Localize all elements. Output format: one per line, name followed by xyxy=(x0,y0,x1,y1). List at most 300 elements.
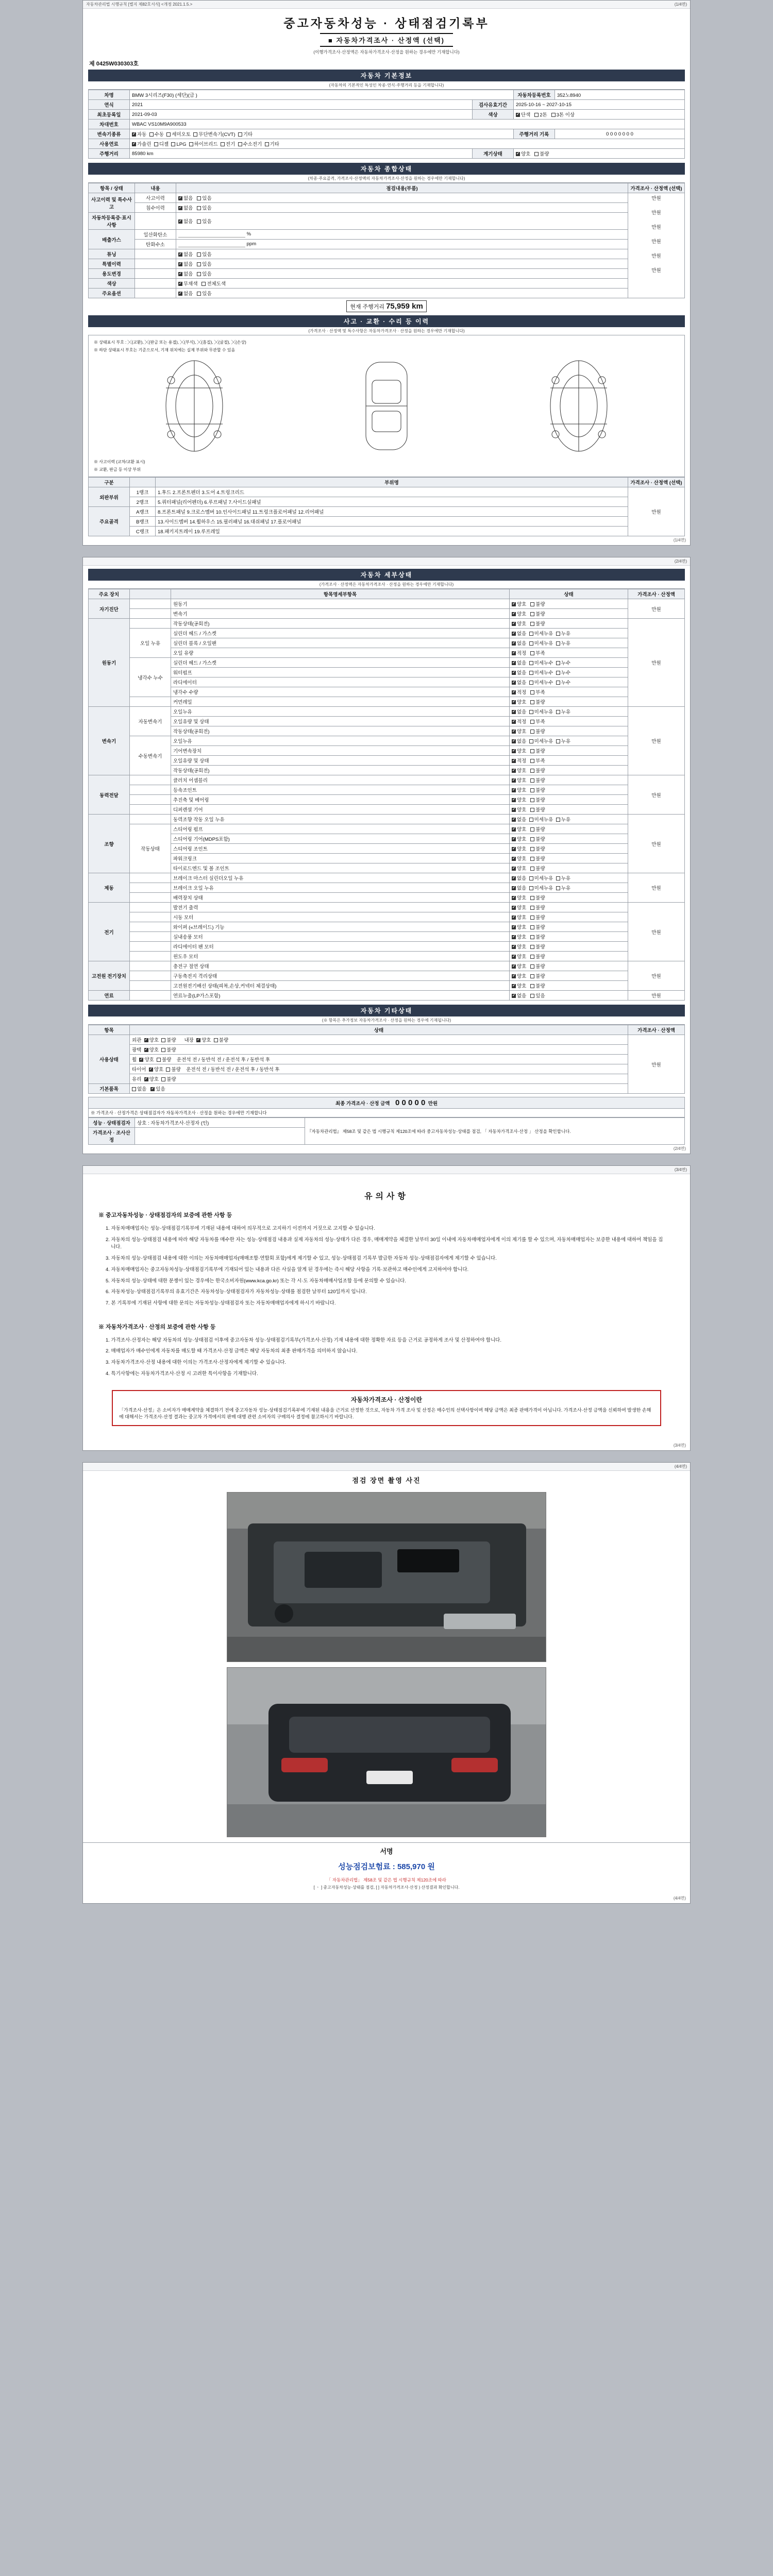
status-option-slight[interactable]: 미세누수 xyxy=(529,670,553,676)
status-option-slight[interactable]: 미세누수 xyxy=(529,660,553,666)
table-row xyxy=(89,863,685,873)
col-header-subitem xyxy=(130,589,171,599)
page-2 xyxy=(82,557,691,1154)
status-options[interactable] xyxy=(510,775,628,785)
parts-list-rankc: 18.패키지트레이 19.루프레일 xyxy=(156,527,628,536)
status-option-good[interactable]: ✔ 양호 xyxy=(512,729,526,735)
table-row xyxy=(89,213,685,230)
fuel-option-4[interactable]: 전기 xyxy=(221,142,235,147)
other-state-table xyxy=(88,1025,685,1094)
status-option-bad[interactable]: 불량 xyxy=(530,768,545,774)
table-row xyxy=(89,991,685,1001)
status-options[interactable] xyxy=(510,668,628,677)
status-options[interactable] xyxy=(510,805,628,815)
field-value-carname: BMW 3시리즈(F30) (세단)(급 ) xyxy=(130,90,514,100)
status-option-bad[interactable]: 불량 xyxy=(530,837,545,842)
status-option-good[interactable]: ✔ 양호 xyxy=(512,925,526,930)
status-option-bad[interactable]: 불량 xyxy=(530,915,545,921)
wheel-option-good[interactable]: ✔ 양호 xyxy=(139,1057,154,1063)
interior-option-good[interactable]: ✔ 양호 xyxy=(196,1038,211,1043)
field-value-vin: WBAC VS10M9A900533 xyxy=(130,120,685,129)
status-options[interactable] xyxy=(510,873,628,883)
status-option-good[interactable]: ✔ 양호 xyxy=(512,612,526,617)
table-header-row xyxy=(89,478,685,487)
status-option-slight[interactable]: 미세누유 xyxy=(529,886,553,891)
car-diagrams xyxy=(92,354,681,458)
fuel-option-6[interactable]: 기타 xyxy=(265,142,279,147)
diagram-note-2: ※ 하단 상태표시 부호는 기준으로서, 기재 위치에는 실제 부위와 무관할 수 있음 xyxy=(94,348,236,352)
footer-legal-red: 「 자동차관리법」 제58조 및 같은 법 시행규칙 제120조에 따라 xyxy=(327,1877,446,1883)
page-top-note-2 xyxy=(83,557,690,566)
status-option-bad[interactable]: 불량 xyxy=(530,807,545,813)
status-option-bad[interactable]: 불량 xyxy=(530,602,545,607)
field-label-mileage: 주행거리 xyxy=(89,149,130,159)
odometer-state-option-1[interactable]: 불량 xyxy=(534,151,549,157)
usage-glass-row[interactable] xyxy=(130,1074,628,1084)
status-option-good[interactable]: ✔ 양호 xyxy=(512,846,526,852)
special-option-yes[interactable]: 있음 xyxy=(197,262,211,267)
status-option-bad[interactable]: 불량 xyxy=(530,984,545,989)
major-options[interactable] xyxy=(176,289,628,298)
status-options[interactable] xyxy=(510,903,628,912)
current-mileage-value: 75,959 km xyxy=(386,302,423,311)
status-option-low[interactable]: 부족 xyxy=(530,651,545,656)
basic-items-row[interactable] xyxy=(130,1084,628,1094)
item-name: 냉각수 수량 xyxy=(171,687,510,697)
current-mileage-callout xyxy=(88,300,685,312)
color-options[interactable] xyxy=(513,110,684,120)
basic-info-table xyxy=(88,90,685,159)
table-row xyxy=(89,834,685,844)
section-other-state: 자동차 기타상태 xyxy=(88,1005,685,1016)
status-option-leak[interactable]: 누유 xyxy=(556,876,570,882)
registration-option-yes[interactable]: 있음 xyxy=(197,219,211,225)
status-option-bad[interactable]: 불량 xyxy=(530,778,545,784)
major-option-none[interactable]: ✔ 없음 xyxy=(178,291,193,297)
status-option-good[interactable]: ✔ 양호 xyxy=(512,621,526,627)
price-cell: 만원 xyxy=(651,253,661,259)
status-option-slight[interactable]: 미세누유 xyxy=(529,817,553,823)
status-options[interactable] xyxy=(510,961,628,971)
status-option-leak[interactable]: 누유 xyxy=(556,709,570,715)
status-options[interactable] xyxy=(510,824,628,834)
status-option-bad[interactable]: 불량 xyxy=(530,935,545,940)
status-options[interactable] xyxy=(510,756,628,766)
status-option-leak[interactable]: 누유 xyxy=(556,817,570,823)
col-header-other-price: 가격조사 · 산정액 xyxy=(628,1025,685,1035)
status-options[interactable] xyxy=(510,687,628,697)
status-option-low[interactable]: 부족 xyxy=(530,758,545,764)
field-label-carname: 차명 xyxy=(89,90,130,100)
exterior-option-bad[interactable]: 불량 xyxy=(161,1038,176,1043)
special-options[interactable] xyxy=(176,259,628,269)
item-name: 스티어링 조인트 xyxy=(171,844,510,854)
usechange-option-yes[interactable]: 있음 xyxy=(197,272,211,277)
color-state-option-0[interactable]: ✔ 무채색 xyxy=(178,281,198,287)
status-option-leak[interactable]: 누수 xyxy=(556,660,570,666)
odometer-state-options[interactable] xyxy=(513,149,684,159)
field-label-firstreg: 최초등록일 xyxy=(89,110,130,120)
status-options[interactable] xyxy=(510,648,628,658)
status-option-bad[interactable]: 불량 xyxy=(530,749,545,754)
color-option-0[interactable]: ✔ 단색 xyxy=(516,112,530,118)
status-option-good[interactable]: ✔ 양호 xyxy=(512,768,526,774)
status-option-none[interactable]: ✔ 없음 xyxy=(512,876,526,882)
usechange-options[interactable] xyxy=(176,269,628,279)
odometer-state-option-0[interactable]: ✔ 양호 xyxy=(516,151,530,157)
status-options[interactable] xyxy=(510,619,628,629)
basicitems-option-yes[interactable]: ✔ 있음 xyxy=(150,1087,165,1092)
usage-wheel-row[interactable] xyxy=(130,1055,628,1064)
special-option-none[interactable]: ✔ 없음 xyxy=(178,262,193,267)
status-options[interactable] xyxy=(510,922,628,932)
usage-interior-label: 내장 xyxy=(184,1038,194,1043)
status-options[interactable] xyxy=(510,912,628,922)
status-options[interactable] xyxy=(510,629,628,638)
basicitems-option-none[interactable]: 없음 xyxy=(132,1087,146,1092)
item-name: 오일유량 및 상태 xyxy=(171,756,510,766)
table-row xyxy=(89,775,685,785)
item-name: 스티어링 펌프 xyxy=(171,824,510,834)
status-options[interactable] xyxy=(510,942,628,952)
device-group-steering: 조향 xyxy=(89,815,130,873)
page-number-2: (2/4면) xyxy=(674,559,687,564)
status-options[interactable] xyxy=(510,834,628,844)
status-option-bad[interactable]: 불량 xyxy=(530,944,545,950)
table-row xyxy=(89,497,685,507)
color-state-option-1[interactable]: 전체도색 xyxy=(201,281,226,287)
status-option-none[interactable]: ✔ 없음 xyxy=(512,660,526,666)
accident-options[interactable] xyxy=(176,193,628,203)
status-options[interactable] xyxy=(510,599,628,609)
valuation-note: ※ 가격조사 · 산정가격은 상태점검자가 자동차가격조사 · 산정을 원하는 경우에만 기재합니다 xyxy=(89,1109,685,1117)
major-option-yes[interactable]: 있음 xyxy=(197,291,211,297)
status-option-leak[interactable]: 누유 xyxy=(556,631,570,637)
status-option-good[interactable]: ✔ 양호 xyxy=(512,778,526,784)
flood-options[interactable] xyxy=(176,203,628,213)
status-option-none[interactable]: ✔ 없음 xyxy=(512,641,526,647)
status-option-bad[interactable]: 불량 xyxy=(530,700,545,705)
status-options[interactable] xyxy=(510,893,628,903)
table-row xyxy=(89,912,685,922)
other-price: 만원 xyxy=(628,1035,685,1094)
status-option-none[interactable]: ✔ 없음 xyxy=(512,739,526,744)
status-option-good[interactable]: ✔ 양호 xyxy=(512,866,526,872)
table-header-row xyxy=(89,1025,685,1035)
field-value-plate: 352노8940 xyxy=(554,90,684,100)
item-name: 변속기 xyxy=(171,609,510,619)
status-option-bad[interactable]: 불량 xyxy=(530,827,545,833)
table-row xyxy=(89,677,685,687)
table-row xyxy=(89,952,685,961)
page-4 xyxy=(82,1462,691,1904)
status-option-bad[interactable]: 불량 xyxy=(530,621,545,627)
transmission-option-0[interactable]: ✔ 자동 xyxy=(132,132,146,138)
device-group-transmission: 변속기 xyxy=(89,707,130,775)
item-name: 실내송풍 모터 xyxy=(171,932,510,942)
status-option-leak[interactable]: 누유 xyxy=(556,641,570,647)
status-options[interactable] xyxy=(510,707,628,717)
color-option-2[interactable]: 3톤 이상 xyxy=(551,112,575,118)
notice-item: 7. 본 기록부에 기재된 사항에 대한 문의는 자동차성능·상태점검자 또는 자동차매매업자에게 하시기 바랍니다. xyxy=(106,1300,336,1307)
row-label-tuning: 튜닝 xyxy=(89,249,135,259)
status-option-ok[interactable]: ✔ 적정 xyxy=(512,651,526,656)
valuation-amount: 0 0 0 0 0 xyxy=(395,1098,426,1107)
sub-blank xyxy=(130,609,171,619)
status-options[interactable] xyxy=(510,677,628,687)
status-option-good[interactable]: ✔ 양호 xyxy=(512,984,526,989)
status-option-bad[interactable]: 불량 xyxy=(530,856,545,862)
status-option-slight[interactable]: 미세누유 xyxy=(529,876,553,882)
col-header-parts-price: 가격조사 · 산정액 (선택) xyxy=(628,478,685,487)
page-3 xyxy=(82,1165,691,1451)
fuel-option-1[interactable]: 디젤 xyxy=(154,142,169,147)
glass-option-good[interactable]: ✔ 양호 xyxy=(144,1077,159,1082)
status-option-none[interactable]: ✔ 없음 xyxy=(512,631,526,637)
status-option-good[interactable]: ✔ 양호 xyxy=(512,954,526,960)
status-option-good[interactable]: ✔ 양호 xyxy=(512,798,526,803)
tuning-option-none[interactable]: ✔ 없음 xyxy=(178,252,193,258)
table-row xyxy=(89,785,685,795)
status-option-none[interactable]: ✔ 없음 xyxy=(512,817,526,823)
polish-option-bad[interactable]: 불량 xyxy=(161,1047,176,1053)
device-group-fuel: 연료 xyxy=(89,991,130,1001)
status-option-ok[interactable]: ✔ 적정 xyxy=(512,690,526,696)
field-label-color: 색상 xyxy=(472,110,513,120)
section-accident-history: 사고 · 교환 · 수리 등 이력 xyxy=(88,315,685,327)
status-options[interactable] xyxy=(510,638,628,648)
legal-statement: 『자동차관리법』 제58조 및 같은 법 시행규칙 제120조에 따라 중고자동차성능·상태를 점검, 「 자동차가격조사·산정 」 산정을 확인합니다. xyxy=(305,1118,685,1145)
notice-item: 6. 자동차성능·상태점검기록부의 유효기간은 자동차성능·상태점검자가 자동차성능·상태를 점검한 날부터 120일까지 입니다. xyxy=(106,1289,367,1295)
status-option-good[interactable]: ✔ 양호 xyxy=(512,944,526,950)
status-option-good[interactable]: ✔ 양호 xyxy=(512,807,526,813)
status-option-good[interactable]: ✔ 양호 xyxy=(512,700,526,705)
table-row xyxy=(89,844,685,854)
status-option-yes[interactable]: 있음 xyxy=(530,993,545,999)
status-option-bad[interactable]: 불량 xyxy=(530,788,545,793)
status-option-none[interactable]: ✔ 없음 xyxy=(512,680,526,686)
status-option-leak[interactable]: 누수 xyxy=(556,680,570,686)
tire-option-bad[interactable]: 불량 xyxy=(166,1067,180,1073)
row-sublabel-options xyxy=(135,289,176,298)
notice-item: 4. 특기사항에는 자동차가격조사·산정 시 고려한 특이사항을 기재합니다. xyxy=(106,1370,258,1377)
color-option-1[interactable]: 2톤 xyxy=(534,112,547,118)
flood-option-yes[interactable]: 있음 xyxy=(197,206,211,211)
fuel-options[interactable] xyxy=(130,139,685,149)
status-option-slight[interactable]: 미세누수 xyxy=(529,680,553,686)
status-option-slight[interactable]: 미세누유 xyxy=(529,631,553,637)
page-top-note-4 xyxy=(83,1463,690,1471)
transmission-option-3[interactable]: 무단변속기(CVT) xyxy=(193,132,235,138)
flood-option-none[interactable]: ✔ 없음 xyxy=(178,206,193,211)
status-options[interactable] xyxy=(510,883,628,893)
row-label-options: 주요옵션 xyxy=(89,289,135,298)
status-options[interactable] xyxy=(510,952,628,961)
status-options[interactable] xyxy=(510,785,628,795)
col-header-group: 구분 xyxy=(89,478,130,487)
usage-tire-label: 타이어 xyxy=(132,1067,146,1073)
status-option-none[interactable]: ✔ 없음 xyxy=(512,886,526,891)
status-option-slight[interactable]: 미세누유 xyxy=(529,641,553,647)
table-row xyxy=(89,746,685,756)
fuel-option-0[interactable]: ✔ 가솔린 xyxy=(132,142,152,147)
status-options[interactable] xyxy=(510,932,628,942)
status-option-good[interactable]: ✔ 양호 xyxy=(512,856,526,862)
registration-options[interactable] xyxy=(176,213,628,230)
parts-list-rank2: 5.쿼터패널(리어펜더) 6.루프패널 7.사이드실패널 xyxy=(156,497,628,507)
row-sublabel-flood: 침수이력 xyxy=(135,203,176,213)
table-row xyxy=(89,629,685,638)
device-group-selfdiag: 자기진단 xyxy=(89,599,130,619)
status-option-bad[interactable]: 불량 xyxy=(530,612,545,617)
status-options[interactable] xyxy=(510,697,628,707)
parts-list-ranka: 8.프론트패널 9.크로스멤버 10.인사이드패널 11.트렁크플로어패널 12.리어패널 xyxy=(156,507,628,517)
tire-option-good[interactable]: ✔ 양호 xyxy=(149,1067,163,1073)
status-option-bad[interactable]: 불량 xyxy=(530,954,545,960)
section-detail-state-note: (가격조사 · 산정액은 자동차가격조사 · 산정을 원하는 경우에만 기재합니다) xyxy=(88,581,685,589)
status-options[interactable] xyxy=(510,991,628,1001)
status-option-low[interactable]: 부족 xyxy=(530,719,545,725)
status-options[interactable] xyxy=(510,766,628,775)
interior-option-bad[interactable]: 불량 xyxy=(214,1038,228,1043)
status-option-ok[interactable]: ✔ 적정 xyxy=(512,719,526,725)
status-option-low[interactable]: 부족 xyxy=(530,690,545,696)
table-row xyxy=(89,527,685,536)
fuel-option-2[interactable]: LPG xyxy=(171,142,186,147)
status-option-none[interactable]: ✔ 없음 xyxy=(512,709,526,715)
page-footer-3: (3/4면) xyxy=(673,1443,686,1448)
status-options[interactable] xyxy=(510,795,628,805)
signer-label-valuation: 가격조사 · 조사산정 xyxy=(89,1128,135,1145)
status-option-good[interactable]: ✔ 양호 xyxy=(512,895,526,901)
row-sublabel-accident: 사고이력 xyxy=(135,193,176,203)
row-label-special: 특별이력 xyxy=(89,259,135,269)
status-option-bad[interactable]: 불량 xyxy=(530,729,545,735)
item-name: 스티어링 기어(MDPS포함) xyxy=(171,834,510,844)
status-option-good[interactable]: ✔ 양호 xyxy=(512,905,526,911)
status-option-good[interactable]: ✔ 양호 xyxy=(512,974,526,979)
status-option-slight[interactable]: 미세누유 xyxy=(529,709,553,715)
status-options[interactable] xyxy=(510,844,628,854)
transmission-option-2[interactable]: 세미오토 xyxy=(166,132,191,138)
status-option-good[interactable]: ✔ 양호 xyxy=(512,788,526,793)
status-option-bad[interactable]: 불량 xyxy=(530,798,545,803)
status-options[interactable] xyxy=(510,815,628,824)
accident-option-none[interactable]: ✔ 없음 xyxy=(178,196,193,201)
table-row xyxy=(89,1045,685,1055)
usechange-option-none[interactable]: ✔ 없음 xyxy=(178,272,193,277)
item-name: 추진축 및 베어링 xyxy=(171,795,510,805)
status-option-good[interactable]: ✔ 양호 xyxy=(512,827,526,833)
polish-option-good[interactable]: ✔ 양호 xyxy=(144,1047,159,1053)
usage-exterior-row[interactable] xyxy=(130,1035,628,1045)
status-option-leak[interactable]: 누수 xyxy=(556,670,570,676)
status-option-bad[interactable]: 불량 xyxy=(530,846,545,852)
status-option-bad[interactable]: 불량 xyxy=(530,964,545,970)
status-option-none[interactable]: ✔ 없음 xyxy=(512,670,526,676)
signer-label-performance: 성능 · 상태점검자 xyxy=(89,1118,135,1128)
exterior-option-good[interactable]: ✔ 양호 xyxy=(144,1038,159,1043)
table-row xyxy=(89,193,685,203)
status-options[interactable] xyxy=(510,854,628,863)
detail-price: 만원 xyxy=(628,815,685,873)
transmission-option-4[interactable]: 기타 xyxy=(238,132,253,138)
status-option-bad[interactable]: 불량 xyxy=(530,905,545,911)
status-option-bad[interactable]: 불량 xyxy=(530,974,545,979)
section-overall-state: 자동차 종합상태 xyxy=(88,163,685,175)
accident-option-yes[interactable]: 있음 xyxy=(197,196,211,201)
diagram-note-1: ※ 상태표시 부호 : ╳(교환), ╳(판금 또는 용접), ╳(부식), ╳(흠집), ╳(굴절), ╳(손상) xyxy=(94,340,246,345)
transmission-options[interactable] xyxy=(130,129,514,139)
sub-blank xyxy=(130,785,171,795)
status-options[interactable] xyxy=(510,726,628,736)
glass-option-bad[interactable]: 불량 xyxy=(161,1077,176,1082)
tuning-option-yes[interactable]: 있음 xyxy=(197,252,211,258)
status-options[interactable] xyxy=(510,863,628,873)
fuel-option-5[interactable]: 수소전기 xyxy=(238,142,262,147)
status-option-bad[interactable]: 불량 xyxy=(530,866,545,872)
status-options[interactable] xyxy=(510,746,628,756)
table-row xyxy=(89,961,685,971)
status-option-good[interactable]: ✔ 양호 xyxy=(512,837,526,842)
status-option-good[interactable]: ✔ 양호 xyxy=(512,915,526,921)
table-row xyxy=(89,517,685,527)
table-row xyxy=(89,1118,685,1128)
registration-option-none[interactable]: ✔없음 xyxy=(178,219,193,225)
valuation-definition-text: 「가격조사·산정」은 소비자가 매매계약을 체결하기 전에 중고자동차 성능·상태점검기록부에 기재된 내용을 근거로 산정한 것으로, 자동차 가격 조사 및 산정은 매수인의 선택사항이며 해당 금액은 최종 판매가격이 아닙니다. 가격조사·산정 금액을 신뢰하여 발생한 손해에 대해서는 가격조사·산정 결과는 중고차 가격에서의 판매 대행 관련 소비자의 구매의사 결정에 참고하시기 바랍니다. xyxy=(119,1407,651,1420)
transmission-option-1[interactable]: 수동 xyxy=(149,132,164,138)
status-option-good[interactable]: ✔ 양호 xyxy=(512,935,526,940)
sub-blank xyxy=(130,775,171,785)
status-option-ok[interactable]: ✔ 적정 xyxy=(512,758,526,764)
status-option-slight[interactable]: 미세누유 xyxy=(529,739,553,744)
status-option-good[interactable]: ✔ 양호 xyxy=(512,602,526,607)
wheel-option-bad[interactable]: 불량 xyxy=(157,1057,171,1063)
col-header-state: 점검내용(부품) xyxy=(176,183,628,193)
status-option-leak[interactable]: 누유 xyxy=(556,886,570,891)
status-option-good[interactable]: ✔ 양호 xyxy=(512,964,526,970)
detail-price: 만원 xyxy=(628,961,685,991)
fuel-option-3[interactable]: 하이브리드 xyxy=(189,142,218,147)
tuning-options[interactable] xyxy=(176,249,628,259)
status-options[interactable] xyxy=(510,609,628,619)
table-row xyxy=(89,707,685,717)
price-cell: 만원 xyxy=(651,225,661,230)
table-row xyxy=(89,149,685,159)
status-options[interactable] xyxy=(510,717,628,726)
status-options[interactable] xyxy=(510,736,628,746)
color-state-options[interactable] xyxy=(176,279,628,289)
table-row xyxy=(89,120,685,129)
status-options[interactable] xyxy=(510,981,628,991)
status-option-bad[interactable]: 불량 xyxy=(530,925,545,930)
status-option-leak[interactable]: 누유 xyxy=(556,739,570,744)
valuation-unit: 만원 xyxy=(428,1101,438,1107)
usage-polish-row[interactable] xyxy=(130,1045,628,1055)
item-name: 충전구 절연 상태 xyxy=(171,961,510,971)
status-option-none[interactable]: ✔ 없음 xyxy=(512,993,526,999)
table-row xyxy=(89,609,685,619)
valuation-table xyxy=(88,1097,685,1117)
status-options[interactable] xyxy=(510,971,628,981)
item-name: 실린더 헤드 / 가스켓 xyxy=(171,658,510,668)
item-name: 작동상태(공회전) xyxy=(171,619,510,629)
status-option-good[interactable]: ✔ 양호 xyxy=(512,749,526,754)
status-options[interactable] xyxy=(510,658,628,668)
status-option-bad[interactable]: 불량 xyxy=(530,895,545,901)
usage-tire-row[interactable] xyxy=(130,1064,628,1074)
table-row xyxy=(89,805,685,815)
